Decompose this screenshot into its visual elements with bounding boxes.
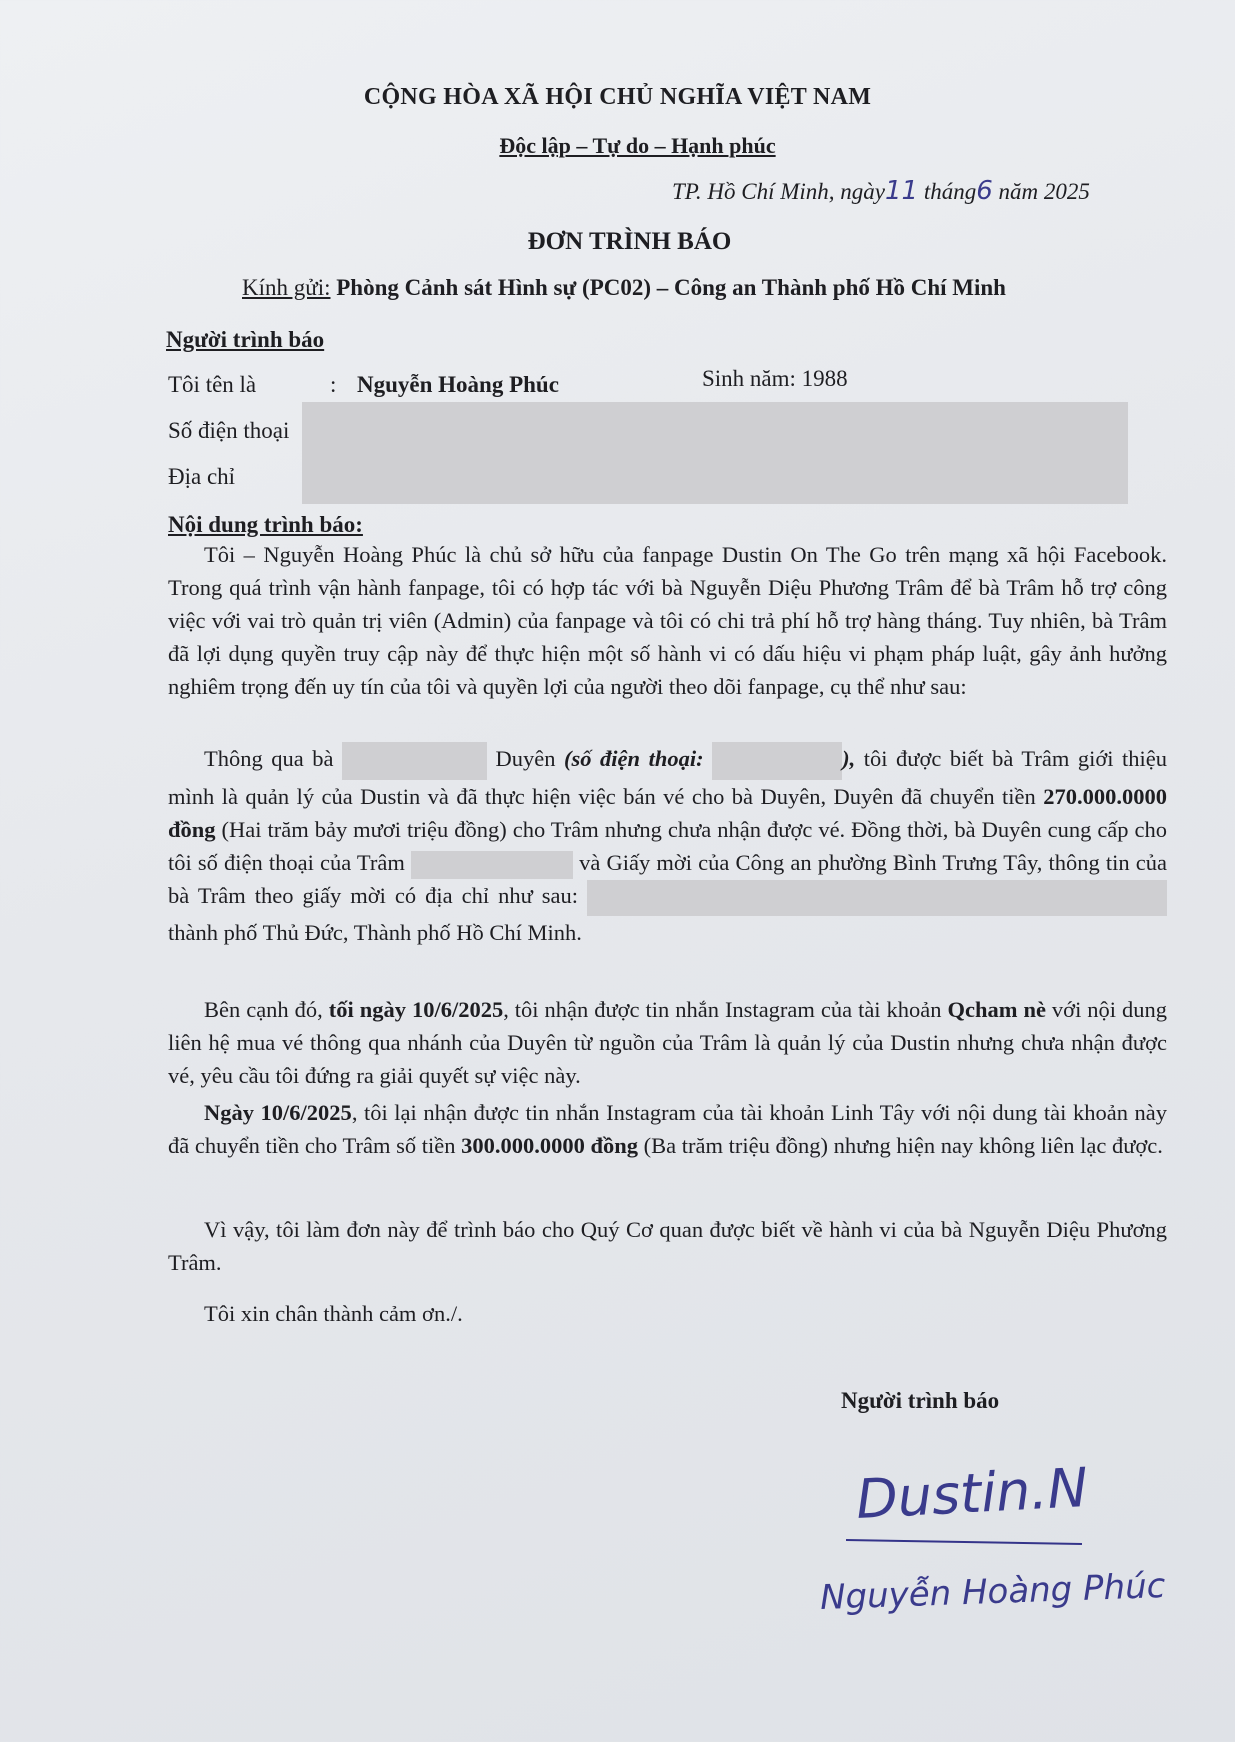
reporter-name: Nguyễn Hoàng Phúc <box>357 372 559 397</box>
recipient-value: Phòng Cảnh sát Hình sự (PC02) – Công an Thành phố Hồ Chí Minh <box>336 275 1006 300</box>
p3-c: , tôi nhận được tin nhắn Instagram của tài khoản <box>503 997 942 1022</box>
date-month-handwritten: 6 <box>976 176 993 206</box>
p2-e: tôi được biết bà Trâm giới thiệu mình là quản lý của Dustin và đã thực hiện việc bán vé cho bà Duyên, Duyên đã chuyển tiền <box>168 746 1168 809</box>
recipient-label: Kính gửi: <box>242 275 331 300</box>
document-date <box>672 176 1090 206</box>
signature-role: Người trình báo <box>841 1388 1000 1413</box>
p4-b: , tôi lại nhận được tin nhắn Instagram của tài khoản Linh Tây với nội dung tài khoản này đã chuyển tiền cho Trâm số tiền <box>168 1100 1167 1158</box>
birth-year: Sinh năm: 1988 <box>702 366 848 391</box>
recipient-line <box>242 275 1006 301</box>
p4-date: Ngày 10/6/2025 <box>204 1100 352 1125</box>
signature-underline <box>846 1539 1082 1545</box>
p2-a: Thông qua bà <box>204 746 334 772</box>
p3-a: Bên cạnh đó, <box>204 997 323 1022</box>
p2-c: (số điện thoại: <box>564 746 704 772</box>
paragraph-6 <box>168 1297 1167 1330</box>
paragraph-1-text: Tôi – Nguyễn Hoàng Phúc là chủ sở hữu của fanpage Dustin On The Go trên mạng xã hội Facebook. Trong quá trình vận hành fanpage, tôi có hợp tác với bà Nguyễn Diệu Phương Trâm để bà Trâm hỗ trợ công việc với vai trò quản trị viên (Admin) của fanpage và tôi có chi trả phí hỗ trợ hàng tháng. Tuy nhiên, bà Trâm đã lợi dụng quyền truy cập này để thực hiện một số hành vi có dấu hiệu vi phạm pháp luật, gây ảnh hưởng nghiêm trọng đến uy tín của tôi và quyền lợi của người theo dõi fanpage, cụ thể như sau: <box>168 542 1167 699</box>
national-motto <box>20 133 1235 159</box>
paragraph-2 <box>168 742 1167 949</box>
name-label: Tôi tên là <box>168 372 257 397</box>
handwritten-name: Nguyễn Hoàng Phúc <box>819 1565 1166 1619</box>
p2-g: (Hai trăm bảy mươi triệu đồng) cho Trâm nhưng chưa nhận được vé. Đồng thời, bà Duyên cung cấp cho tôi số điện thoại của Trâm <box>168 817 1168 875</box>
p3-e: với nội dung liên hệ mua vé thông qua nhánh của Duyên từ nguồn của Trâm là quản lý của Dustin nhưng chưa nhận được vé, yêu cầu tôi đứng ra giải quyết sự việc này. <box>168 997 1168 1088</box>
redacted-tram-phone <box>411 851 573 879</box>
paragraph-1 <box>168 538 1167 703</box>
p4-amount: 300.000.0000 đồng <box>461 1133 638 1158</box>
p2-amount: 270.000.0000 đồng <box>168 784 1167 842</box>
p2-h: và Giấy mời của Công an phường Bình Trưng Tây, thông tin của bà Trâm theo giấy mời có địa chỉ như sau: <box>168 850 1167 908</box>
p2-b: Duyên <box>495 746 556 772</box>
signature-scribble: Dustin.N <box>854 1455 1090 1532</box>
p3-date: tối ngày 10/6/2025 <box>328 997 504 1022</box>
paragraph-3 <box>168 993 1167 1092</box>
date-prefix: TP. Hồ Chí Minh, ngày <box>672 179 885 204</box>
phone-label: Số điện thoại <box>168 418 290 443</box>
paragraph-4 <box>168 1096 1167 1162</box>
p2-i: thành phố Thủ Đức, Thành phố Hồ Chí Minh. <box>168 919 582 945</box>
date-month-word: tháng <box>923 179 977 204</box>
redacted-phone-address <box>302 402 1128 504</box>
paragraph-5 <box>168 1213 1167 1279</box>
redacted-address <box>587 880 1167 916</box>
paragraph-6-text: Tôi xin chân thành cảm ơn./. <box>204 1301 463 1326</box>
p2-d: ), <box>842 746 856 772</box>
redacted-phone <box>712 742 842 780</box>
address-label: Địa chỉ <box>168 464 236 489</box>
national-title: CỘNG HÒA XÃ HỘI CHỦ NGHĨA VIỆT NAM <box>363 84 872 110</box>
p4-d: (Ba trăm triệu đồng) nhưng hiện nay không liên lạc được. <box>643 1133 1163 1158</box>
motto-text: Độc lập – Tự do – Hạnh phúc <box>499 133 776 158</box>
paragraph-5-text: Vì vậy, tôi làm đơn này để trình báo cho Quý Cơ quan được biết về hành vi của bà Nguyễn Diệu Phương Trâm. <box>168 1217 1167 1275</box>
name-colon: : <box>330 372 337 397</box>
date-year: năm 2025 <box>998 179 1090 204</box>
p3-account: Qcham nè <box>947 997 1046 1022</box>
document-title: ĐƠN TRÌNH BÁO <box>527 228 732 255</box>
content-heading: Nội dung trình báo: <box>168 512 363 537</box>
reporter-heading: Người trình báo <box>166 327 325 352</box>
date-day-handwritten: 11 <box>884 176 919 206</box>
redacted-name <box>342 742 487 780</box>
